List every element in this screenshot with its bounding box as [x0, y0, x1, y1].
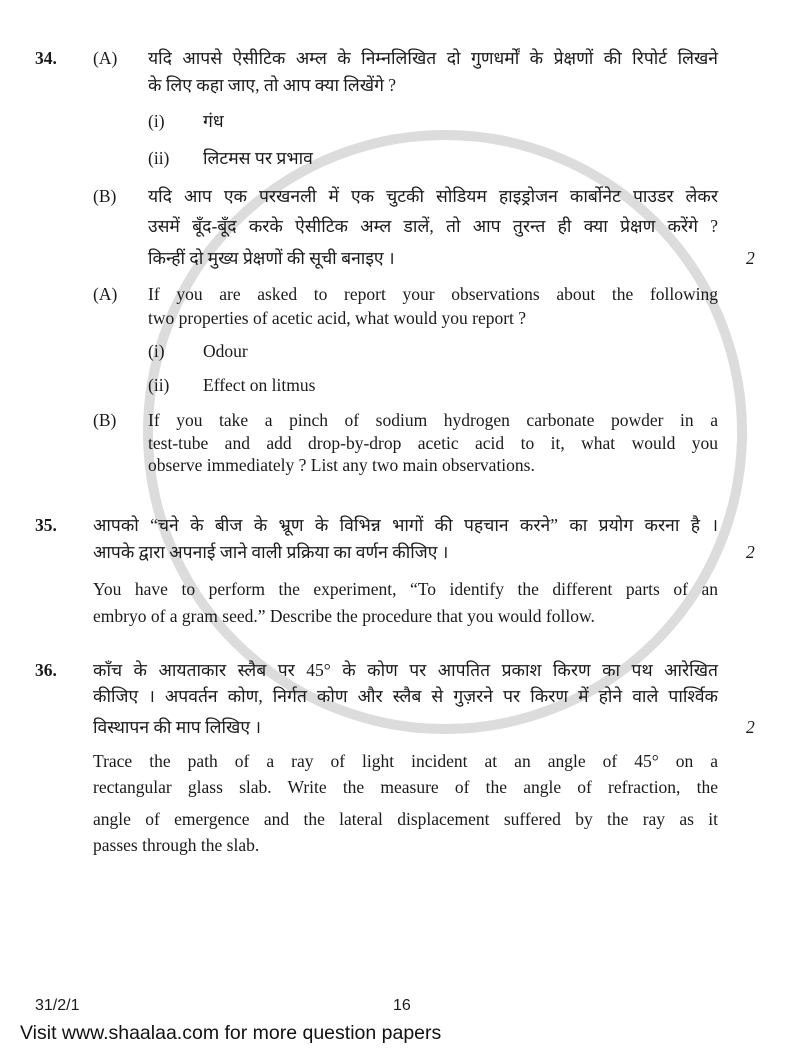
visit-link[interactable]: Visit www.shaalaa.com for more question papers — [20, 1022, 442, 1044]
part-label: (A) — [93, 48, 118, 68]
question-text: Trace the path of a ray of light incident at an angle of 45° on a — [93, 751, 718, 771]
question-content — [35, 47, 775, 856]
question-text: कीजिए । अपवर्तन कोण, निर्गत कोण और स्लैब से गुज़रने पर किरण में होने वाले पार्श्विक — [93, 686, 718, 706]
page-number: 16 — [393, 997, 411, 1014]
question-text: embryo of a gram seed.” Describe the procedure that you would follow. — [93, 606, 595, 626]
question-text: You have to perform the experiment, “To identify the different parts of an — [93, 579, 718, 599]
marks: 2 — [746, 248, 755, 268]
item-text: Odour — [203, 341, 248, 361]
item-text: Effect on litmus — [203, 375, 316, 395]
question-text: test-tube and add drop-by-drop acetic acid to it, what would you — [148, 433, 718, 453]
question-text: के लिए कहा जाए, तो आप क्या लिखेंगे ? — [148, 75, 397, 95]
question-text: यदि आप एक परखनली में एक चुटकी सोडियम हाइड्रोजन कार्बोनेट पाउडर लेकर — [148, 186, 718, 206]
question-text: आपको “चने के बीज के भ्रूण के विभिन्न भागों की पहचान करने” का प्रयोग करना है । — [93, 515, 718, 535]
question-text: If you take a pinch of sodium hydrogen carbonate powder in a — [148, 410, 718, 430]
question-text: उसमें बूँद-बूँद करके ऐसीटिक अम्ल डालें, तो आप तुरन्त ही क्या प्रेक्षण करेंगे ? — [148, 216, 718, 236]
item-text: गंध — [203, 111, 224, 131]
question-text: observe immediately ? List any two main observations. — [148, 455, 535, 475]
question-text: If you are asked to report your observations about the following — [148, 284, 718, 304]
part-label: (B) — [93, 186, 117, 206]
question-text: आपके द्वारा अपनाई जाने वाली प्रक्रिया का वर्णन कीजिए । — [93, 542, 449, 562]
paper-code: 31/2/1 — [35, 997, 80, 1014]
marks: 2 — [746, 717, 755, 737]
item-label: (ii) — [148, 375, 170, 395]
question-text: rectangular glass slab. Write the measure of the angle of refraction, the — [93, 777, 718, 797]
question-number: 35. — [35, 515, 57, 535]
question-number: 34. — [35, 48, 57, 68]
part-label: (A) — [93, 284, 118, 304]
question-text: two properties of acetic acid, what would you report ? — [148, 308, 527, 328]
item-label: (i) — [148, 111, 165, 131]
question-text: विस्थापन की माप लिखिए । — [93, 717, 262, 737]
item-text: लिटमस पर प्रभाव — [203, 148, 313, 168]
question-text: passes through the slab. — [93, 835, 260, 855]
question-text: किन्हीं दो मुख्य प्रेक्षणों की सूची बनाइए । — [148, 248, 395, 268]
item-label: (ii) — [148, 148, 170, 168]
item-label: (i) — [148, 341, 165, 361]
question-text: काँच के आयताकार स्लैब पर 45° के कोण पर आपतित प्रकाश किरण का पथ आरेखित — [93, 660, 718, 680]
part-label: (B) — [93, 410, 117, 430]
question-text: angle of emergence and the lateral displacement suffered by the ray as it — [93, 809, 718, 829]
question-text: यदि आपसे ऐसीटिक अम्ल के निम्नलिखित दो गुणधर्मों के प्रेक्षणों की रिपोर्ट लिखने — [148, 48, 718, 68]
question-number: 36. — [35, 660, 57, 680]
marks: 2 — [746, 542, 755, 562]
